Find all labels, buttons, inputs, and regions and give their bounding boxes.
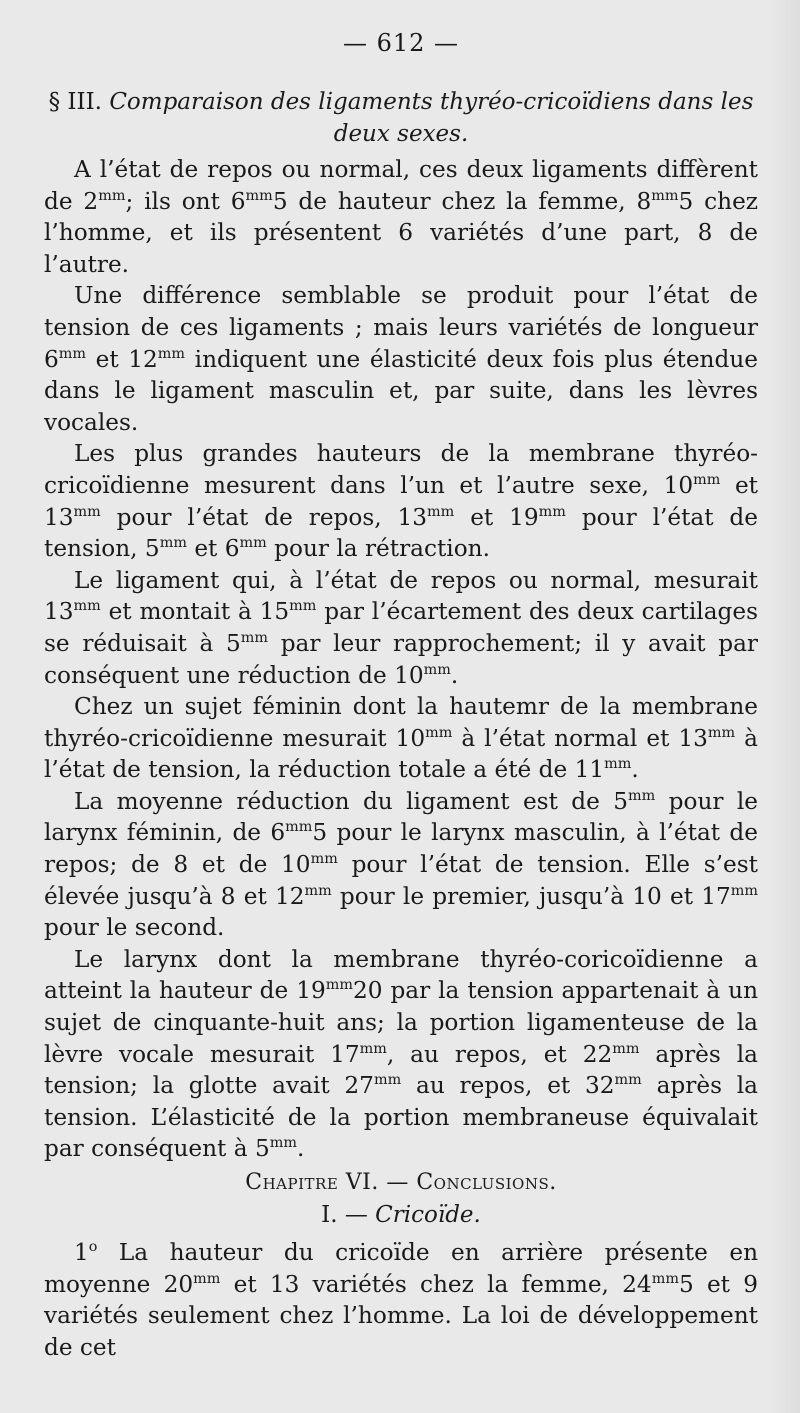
- subsection-heading: [44, 1199, 758, 1231]
- page-edge-shadow: [770, 0, 800, 1413]
- text-run: Les plus grandes hauteurs de la membrane thyréo-cricoïdienne mesurent dans l’un et l’autre sexe, 10: [44, 440, 758, 499]
- paragraph: [44, 691, 758, 786]
- text-run: après la tension. L’élasticité de la portion membraneuse équivalait par conséquent à 5: [44, 1072, 758, 1163]
- text-run: indiquent une élasticité deux fois plus étendue dans le ligament masculin et, par suite, dans les lèvres vocales.: [44, 345, 758, 436]
- text-run: ; ils ont 6: [125, 187, 246, 215]
- unit-superscript: mm: [325, 977, 353, 994]
- book-page: [44, 28, 758, 1398]
- text-run: pour le premier, jusqu’à 10 et 17: [331, 882, 731, 910]
- paragraph: [44, 565, 758, 691]
- text-run: pour l’état de tension. Elle s’est élevée jusqu’à 8 et 12: [44, 851, 758, 910]
- unit-superscript: mm: [707, 724, 736, 741]
- unit-superscript: mm: [651, 187, 679, 204]
- text-run: et 13: [44, 471, 758, 531]
- text-run: Le larynx dont la membrane thyréo-coricoïdienne a atteint la hauteur de 19: [44, 945, 758, 1005]
- text-run: à l’état normal et 13: [452, 724, 708, 752]
- text-run: Chez un sujet féminin dont la hautemr de la membrane thyréo-cricoïdienne mesurait 10: [44, 693, 758, 752]
- unit-superscript: mm: [628, 787, 656, 804]
- paragraph: [44, 280, 758, 438]
- text-run: La moyenne réduction du ligament est de 5: [74, 787, 628, 815]
- unit-superscript: mm: [245, 187, 273, 204]
- text-run: et 13 variétés chez la femme, 24: [220, 1270, 652, 1298]
- unit-superscript: mm: [423, 661, 451, 678]
- unit-superscript: mm: [538, 503, 566, 520]
- text-run: à l’état de tension, la réduction totale a été de 11: [44, 724, 758, 784]
- text-run: pour l’état de tension, 5: [44, 503, 758, 563]
- unit-superscript: mm: [285, 819, 313, 836]
- text-run: Le ligament qui, à l’état de repos ou normal, mesurait 13: [44, 566, 758, 626]
- text-run: et 6: [186, 535, 240, 563]
- unit-superscript: mm: [289, 598, 317, 615]
- paragraph: [44, 786, 758, 944]
- text-run: La hauteur du cricoïde en arrière présente en moyenne 20: [44, 1239, 758, 1298]
- text-run: et 19: [454, 503, 539, 531]
- subsection-title: Cricoïde.: [375, 1202, 481, 1228]
- unit-superscript: mm: [73, 598, 101, 615]
- unit-superscript: mm: [240, 630, 268, 646]
- paragraph: [44, 438, 758, 564]
- unit-superscript: mm: [73, 503, 101, 520]
- body-text: [44, 154, 758, 1165]
- unit-superscript: mm: [157, 345, 186, 362]
- text-run: Une différence semblable se produit pour l’état de tension de ces ligaments ; mais leurs variétés de longueur 6: [44, 282, 758, 373]
- unit-superscript: mm: [98, 187, 126, 204]
- text-run: par l’écartement des deux cartilages se réduisait à 5: [44, 598, 758, 657]
- unit-superscript: mm: [193, 1270, 221, 1287]
- section-title: Comparaison des ligaments thyréo-cricoïdiens dans les deux sexes.: [109, 89, 754, 147]
- text-run: pour le larynx féminin, de 6: [44, 787, 759, 847]
- text-run: et montait à 15: [100, 598, 290, 626]
- text-run: .: [631, 756, 639, 784]
- unit-superscript: o: [88, 1239, 98, 1256]
- text-run: 5 de hauteur chez la femme, 8: [272, 187, 652, 215]
- subsection-number: I. —: [321, 1202, 368, 1228]
- section-number: § III.: [48, 89, 102, 115]
- unit-superscript: mm: [730, 882, 758, 899]
- text-run: A l’état de repos ou normal, ces deux ligaments diffèrent de 2: [44, 156, 758, 215]
- text-run: 1: [74, 1239, 89, 1266]
- paragraph: [44, 154, 758, 280]
- text-run: 5 et 9 variétés seulement chez l’homme. La loi de développement de cet: [44, 1270, 758, 1361]
- unit-superscript: mm: [304, 882, 332, 899]
- paragraph: [44, 1237, 758, 1363]
- text-run: par leur rapprochement; il y avait par conséquent une réduction de 10: [44, 629, 758, 689]
- text-run: 5 chez l’homme, et ils présentent 6 variétés d’une part, 8 de l’autre.: [44, 187, 759, 278]
- unit-superscript: mm: [427, 503, 455, 520]
- unit-superscript: mm: [58, 345, 87, 362]
- unit-superscript: mm: [425, 724, 453, 741]
- unit-superscript: mm: [604, 756, 632, 773]
- text-run: au repos, et 32: [401, 1072, 615, 1100]
- final-text: [44, 1237, 758, 1363]
- unit-superscript: mm: [159, 535, 187, 552]
- text-run: pour la rétraction.: [266, 535, 490, 563]
- unit-superscript: mm: [651, 1270, 679, 1287]
- text-run: .: [296, 1135, 305, 1163]
- unit-superscript: mm: [373, 1072, 402, 1089]
- text-run: pour le second.: [44, 914, 225, 942]
- unit-superscript: mm: [612, 1040, 640, 1057]
- unit-superscript: mm: [359, 1040, 387, 1057]
- text-run: , au repos, et 22: [386, 1040, 613, 1068]
- text-run: 20 par la tension appartenait à un sujet de cinquante-huit ans; la portion ligamenteuse de la lèvre vocale mesurait 17: [44, 977, 758, 1068]
- paragraph: [44, 944, 758, 1165]
- text-run: pour l’état de repos, 13: [100, 503, 428, 531]
- unit-superscript: mm: [239, 535, 267, 552]
- text-run: .: [450, 661, 459, 689]
- page-number: — 612 —: [342, 29, 460, 57]
- unit-superscript: mm: [693, 472, 721, 489]
- chapter-heading: Chapitre VI. — Conclusions.: [245, 1170, 557, 1195]
- text-run: 5 pour le larynx masculin, à l’état de repos; de 8 et de 10: [44, 819, 758, 879]
- section-heading: [44, 86, 758, 150]
- unit-superscript: mm: [269, 1135, 297, 1152]
- text-run: après la tension; la glotte avait 27: [44, 1040, 758, 1100]
- text-run: et 12: [86, 345, 158, 373]
- unit-superscript: mm: [310, 851, 338, 868]
- unit-superscript: mm: [614, 1072, 642, 1089]
